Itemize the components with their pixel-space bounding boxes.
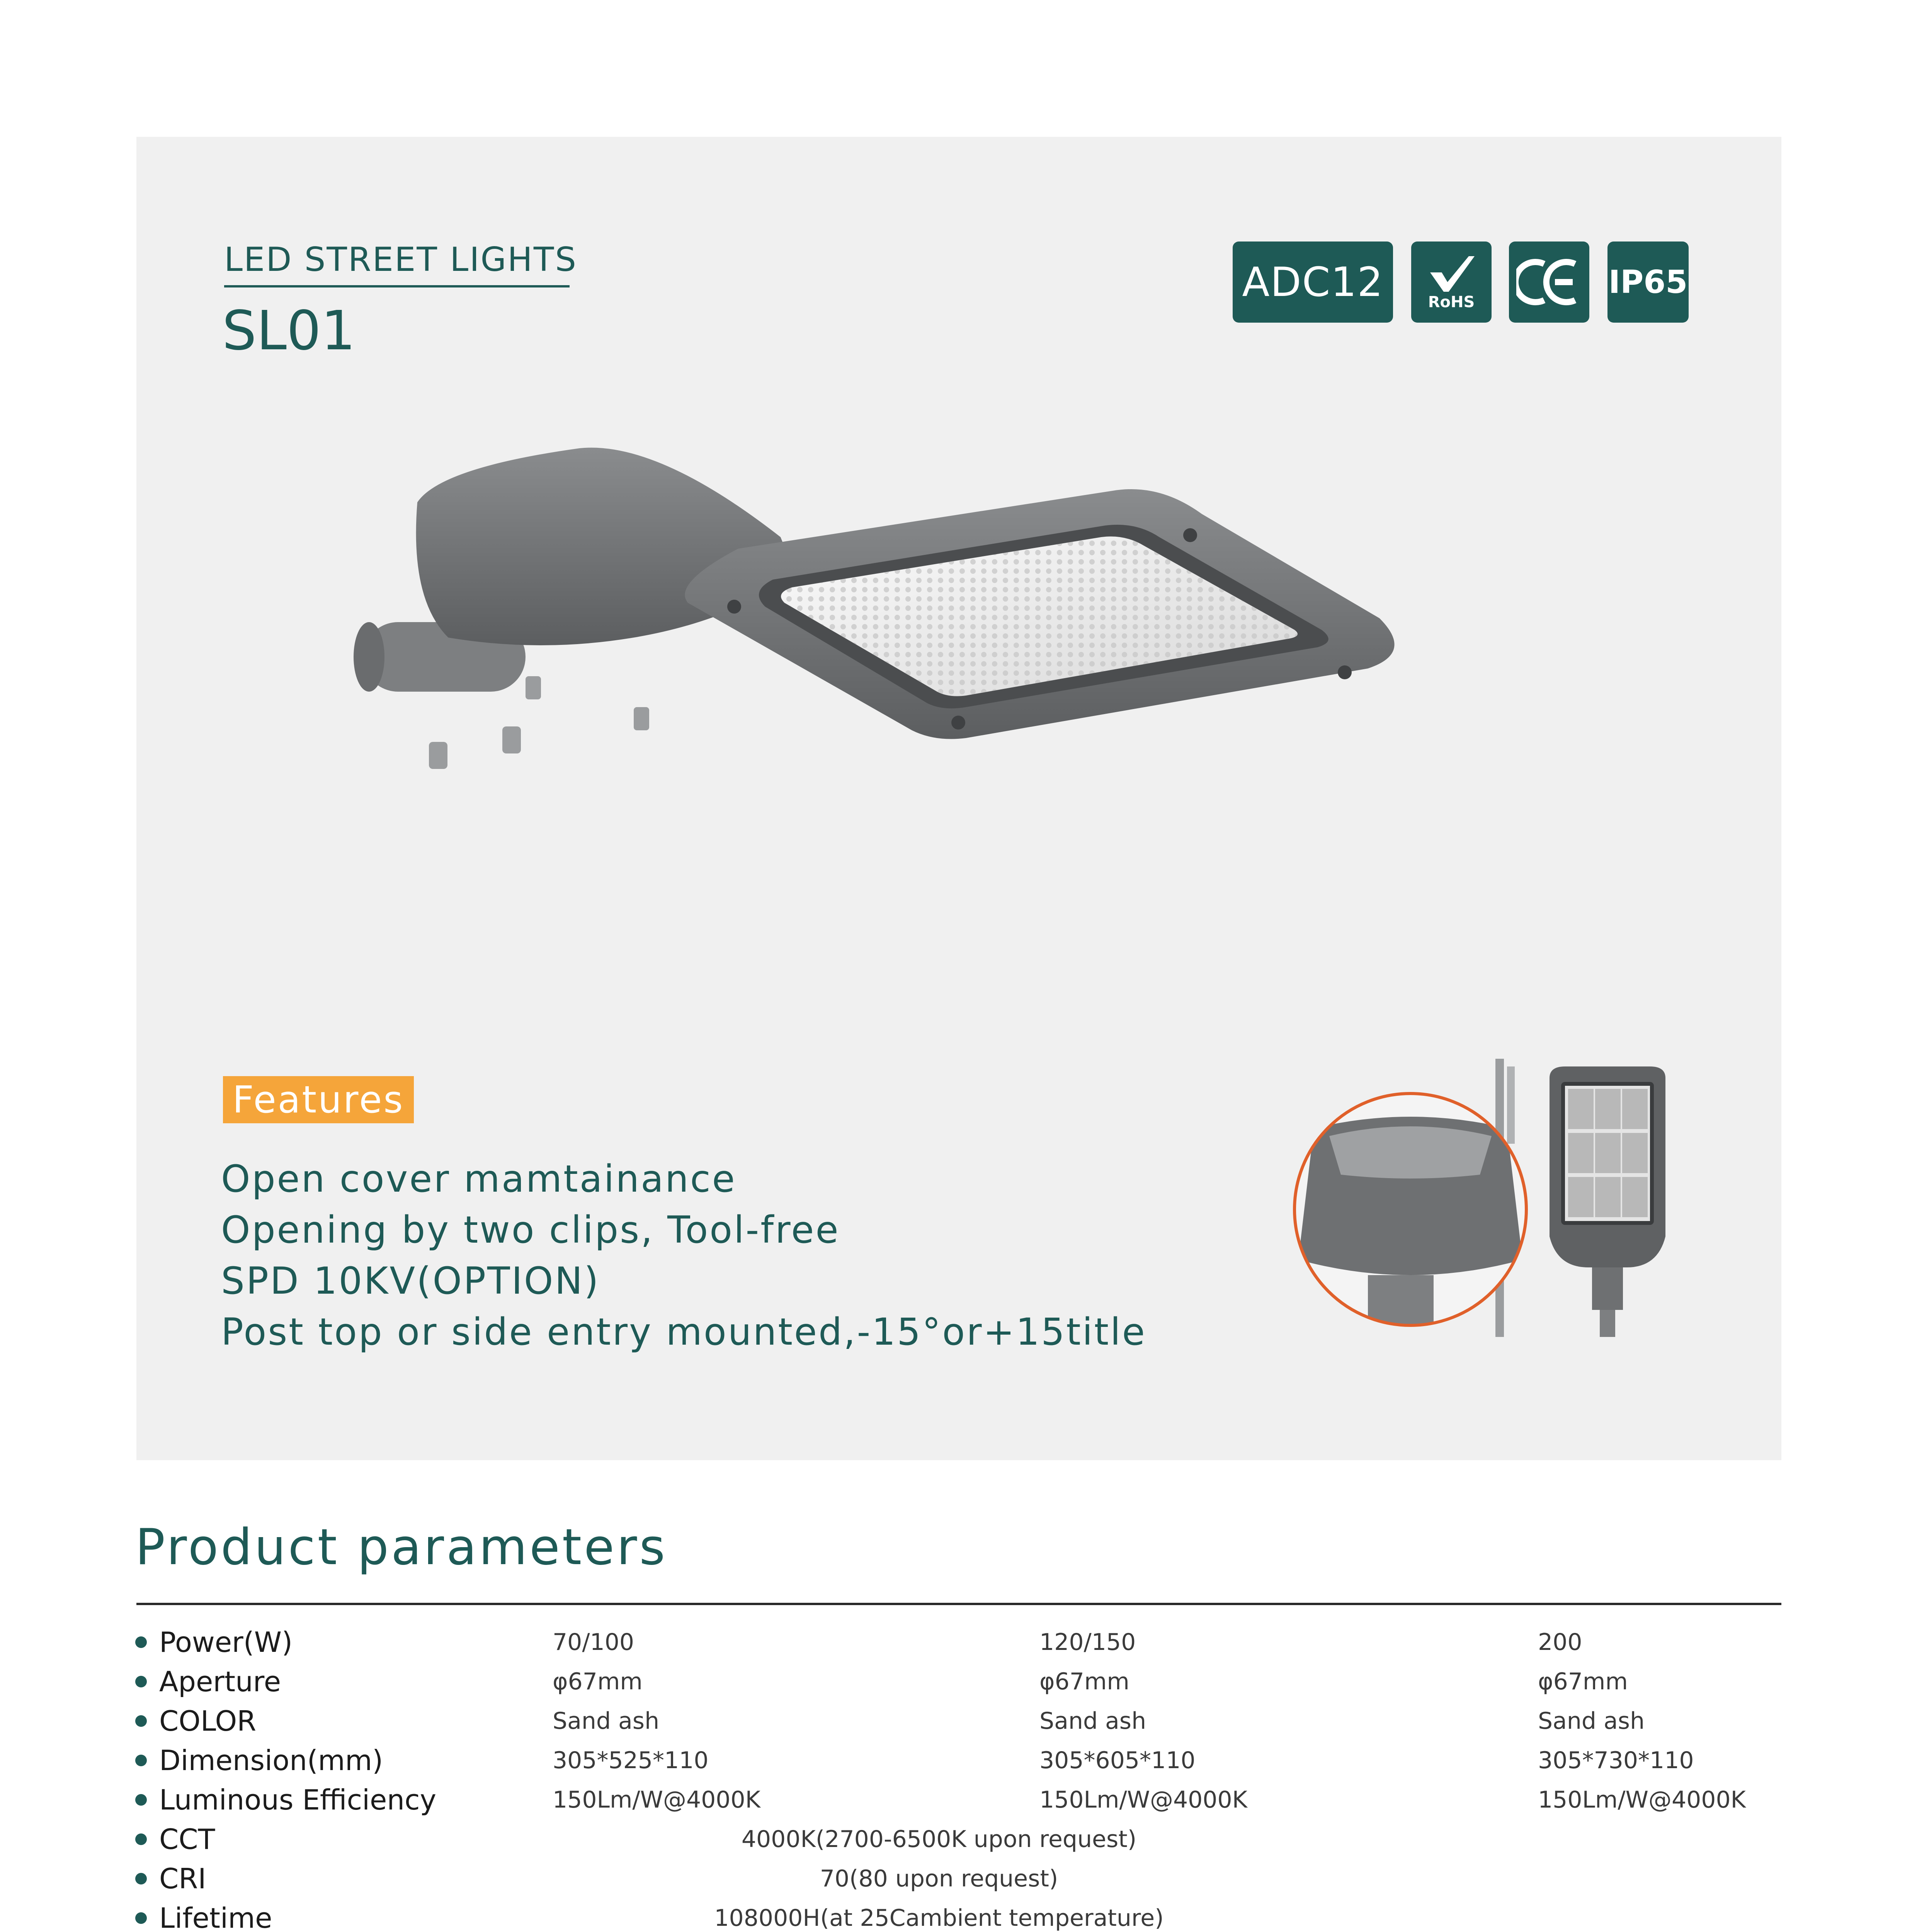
param-row-cri <box>0 1859 1917 1898</box>
feature-item: Opening by two clips, Tool-free <box>221 1208 840 1252</box>
ip-rating-label: IP65 <box>1608 264 1688 301</box>
param-label: COLOR <box>159 1705 257 1737</box>
param-value: 150Lm/W@4000K <box>1039 1786 1247 1813</box>
param-value: Sand ash <box>1039 1708 1146 1735</box>
param-value: Sand ash <box>1538 1708 1645 1735</box>
param-value: 150Lm/W@4000K <box>1538 1786 1746 1813</box>
param-label: Power(W) <box>159 1626 293 1658</box>
ce-mark-icon <box>1516 257 1582 307</box>
bullet-icon <box>135 1636 147 1648</box>
bullet-icon <box>135 1833 147 1845</box>
bullet-icon <box>135 1873 147 1884</box>
param-row-efficiency <box>0 1781 1917 1819</box>
param-value: 305*605*110 <box>1039 1747 1196 1774</box>
features-tag <box>223 1076 414 1123</box>
param-value: Sand ash <box>553 1708 660 1735</box>
param-row-lifetime <box>0 1899 1917 1932</box>
rohs-badge <box>1411 242 1492 323</box>
section-title: Product parameters <box>135 1519 668 1576</box>
param-row-dimension <box>0 1741 1917 1780</box>
param-value: 70(80 upon request) <box>820 1865 1058 1892</box>
param-label: Luminous Efficiency <box>159 1784 437 1816</box>
material-badge-label: ADC12 <box>1242 259 1384 306</box>
section-divider <box>136 1603 1781 1605</box>
param-value: 200 <box>1538 1629 1582 1656</box>
param-label: Lifetime <box>159 1902 272 1932</box>
param-value: 108000H(at 25Cambient temperature) <box>714 1905 1164 1932</box>
ip-rating-badge <box>1607 242 1689 323</box>
param-label: Dimension(mm) <box>159 1744 383 1777</box>
param-label: Aperture <box>159 1665 281 1698</box>
bullet-icon <box>135 1715 147 1727</box>
param-value: φ67mm <box>1039 1668 1129 1695</box>
param-value: φ67mm <box>553 1668 643 1695</box>
param-row-color <box>0 1702 1917 1740</box>
param-value: 305*525*110 <box>553 1747 709 1774</box>
param-value: 150Lm/W@4000K <box>553 1786 760 1813</box>
features-tag-label: Features <box>232 1078 405 1121</box>
param-row-cct <box>0 1820 1917 1859</box>
side-detail-circle <box>1291 1059 1561 1337</box>
material-badge <box>1233 242 1393 323</box>
features-list <box>221 1153 1146 1357</box>
feature-item: Post top or side entry mounted,-15°or+15title <box>221 1310 1146 1354</box>
feature-item: SPD 10KV(OPTION) <box>221 1259 600 1303</box>
param-row-power <box>0 1623 1917 1662</box>
ce-badge <box>1509 242 1589 323</box>
param-value: 305*730*110 <box>1538 1747 1694 1774</box>
category-underline <box>224 285 570 287</box>
street-light-illustration <box>340 437 1453 804</box>
bullet-icon <box>135 1676 147 1687</box>
bullet-icon <box>135 1794 147 1806</box>
param-value: 4000K(2700-6500K upon request) <box>741 1826 1137 1853</box>
param-value: φ67mm <box>1538 1668 1628 1695</box>
checkmark-icon <box>1426 253 1476 296</box>
param-value: 70/100 <box>553 1629 634 1656</box>
bullet-icon <box>135 1755 147 1766</box>
product-model: SL01 <box>222 299 356 362</box>
bullet-icon <box>135 1912 147 1924</box>
param-label: CCT <box>159 1823 215 1855</box>
top-view-illustration <box>1542 1066 1673 1337</box>
param-label: CRI <box>159 1862 206 1895</box>
param-row-aperture <box>0 1662 1917 1701</box>
feature-item: Open cover mamtainance <box>221 1157 737 1201</box>
product-category: LED STREET LIGHTS <box>224 240 577 279</box>
rohs-badge-label: RoHS <box>1428 293 1475 311</box>
param-value: 120/150 <box>1039 1629 1136 1656</box>
